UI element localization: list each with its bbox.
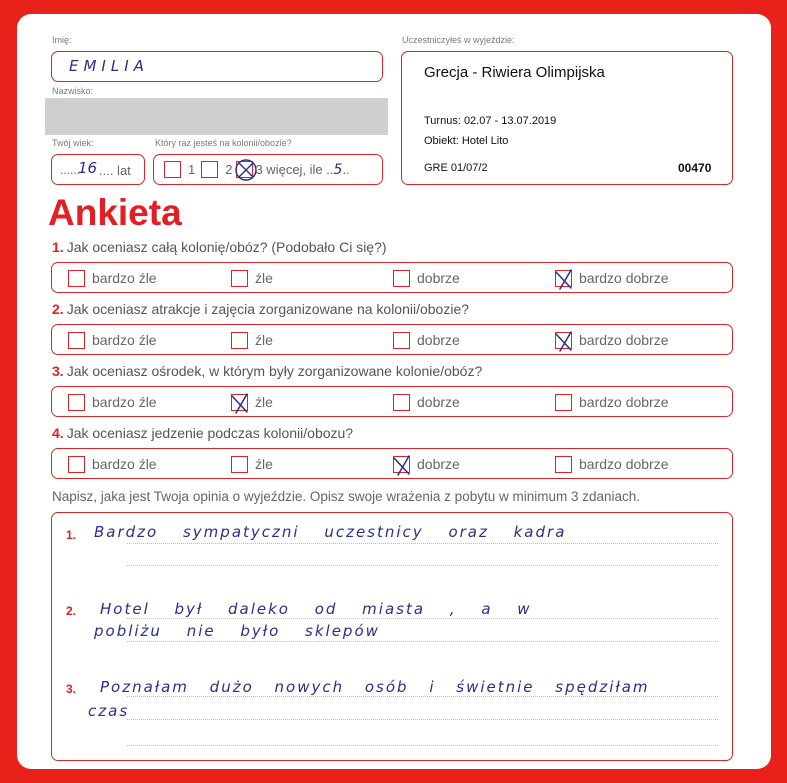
rating-label: bardzo dobrze — [579, 332, 669, 348]
rating-checkbox[interactable] — [393, 332, 410, 349]
rating-checkbox[interactable] — [555, 394, 572, 411]
trip-code: GRE 01/07/2 — [424, 162, 488, 174]
rating-option[interactable] — [555, 392, 669, 412]
rating-label: bardzo źle — [92, 456, 157, 472]
survey-sheet — [17, 14, 771, 769]
answer-3-line-2: czas — [88, 702, 130, 720]
question-number: 4. — [52, 425, 64, 441]
trip-obiekt: Obiekt: Hotel Lito — [424, 135, 509, 147]
rating-checkbox[interactable] — [393, 456, 410, 473]
rating-checkbox[interactable] — [231, 456, 248, 473]
answer-number-1: 1. — [66, 528, 77, 542]
rating-checkbox[interactable] — [555, 332, 572, 349]
times-option-1: 1 — [188, 162, 196, 177]
opinion-box[interactable] — [51, 512, 733, 761]
answer-number-2: 2. — [66, 604, 77, 618]
rating-label: dobrze — [417, 270, 460, 286]
rating-label: bardzo dobrze — [579, 456, 669, 472]
times-suffix: .. — [342, 162, 350, 177]
rating-option[interactable] — [68, 268, 157, 288]
question-number: 3. — [52, 363, 64, 379]
rating-option[interactable] — [393, 392, 460, 412]
rating-label: bardzo źle — [92, 332, 157, 348]
trip-number: 00470 — [678, 161, 712, 175]
rating-option[interactable] — [393, 454, 460, 474]
rating-label: źle — [255, 394, 273, 410]
question-text: Jak oceniasz całą kolonię/obóz? (Podobało Ci się?) — [66, 239, 387, 255]
rating-option[interactable] — [231, 268, 273, 288]
rating-option[interactable] — [231, 330, 273, 350]
rating-checkbox[interactable] — [231, 394, 248, 411]
question-1-label — [52, 239, 387, 255]
x-mark-icon — [553, 267, 575, 291]
rating-label: dobrze — [417, 394, 460, 410]
trip-info-box — [401, 51, 733, 185]
times-count: 5 — [333, 161, 343, 178]
question-2-options — [51, 324, 733, 355]
first-name-value: EMILIA — [69, 57, 149, 75]
opinion-prompt: Napisz, jaka jest Twoja opinia o wyjeździe. Opisz swoje wrażenia z pobytu w minimum 3 zdaniach. — [52, 489, 641, 504]
rating-checkbox[interactable] — [555, 456, 572, 473]
rating-option[interactable] — [231, 392, 273, 412]
rating-label: bardzo dobrze — [579, 394, 669, 410]
rating-option[interactable] — [68, 392, 157, 412]
question-2-label — [52, 301, 469, 317]
age-field[interactable] — [51, 154, 145, 185]
times-checkbox-1[interactable] — [164, 161, 181, 178]
rating-checkbox[interactable] — [68, 456, 85, 473]
trip-name: Grecja - Riwiera Olimpijska — [424, 64, 605, 81]
times-field — [153, 154, 383, 185]
rating-label: bardzo źle — [92, 270, 157, 286]
answer-number-3: 3. — [66, 682, 77, 696]
question-text: Jak oceniasz ośrodek, w którym były zorganizowane kolonie/obóz? — [66, 363, 483, 379]
question-3-label — [52, 363, 482, 379]
rating-checkbox[interactable] — [68, 270, 85, 287]
first-name-label: Imię: — [52, 35, 72, 45]
times-checkbox-3[interactable] — [236, 161, 253, 178]
x-mark-icon — [391, 453, 413, 477]
rating-option[interactable] — [393, 330, 460, 350]
age-suffix: .... lat — [99, 163, 131, 178]
times-label: Który raz jesteś na kolonii/obozie? — [155, 138, 292, 148]
rating-option[interactable] — [555, 454, 669, 474]
rating-option[interactable] — [68, 330, 157, 350]
rating-label: dobrze — [417, 456, 460, 472]
rating-label: bardzo źle — [92, 394, 157, 410]
rating-option[interactable] — [393, 268, 460, 288]
rating-checkbox[interactable] — [231, 332, 248, 349]
trip-turnus: Turnus: 02.07 - 13.07.2019 — [424, 115, 557, 127]
rating-checkbox[interactable] — [555, 270, 572, 287]
answer-3-line-1: Poznałam dużo nowych osób i świetnie spędziłam — [100, 678, 650, 696]
question-text: Jak oceniasz atrakcje i zajęcia zorganizowane na kolonii/obozie? — [66, 301, 470, 317]
question-1-options — [51, 262, 733, 293]
last-name-redacted — [45, 98, 388, 135]
rating-label: bardzo dobrze — [579, 270, 669, 286]
rating-option[interactable] — [231, 454, 273, 474]
rating-checkbox[interactable] — [68, 394, 85, 411]
rating-checkbox[interactable] — [393, 270, 410, 287]
first-name-field[interactable] — [51, 51, 383, 82]
participant-label: Uczestniczyłeś w wyjeździe: — [402, 35, 515, 45]
rating-label: dobrze — [417, 332, 460, 348]
answer-1-line-1: Bardzo sympatyczni uczestnicy oraz kadra — [94, 523, 567, 541]
rating-option[interactable] — [68, 454, 157, 474]
rating-option[interactable] — [555, 330, 669, 350]
age-prefix: ...... — [60, 163, 81, 177]
question-4-label — [52, 425, 353, 441]
survey-title: Ankieta — [48, 192, 182, 233]
rating-option[interactable] — [555, 268, 669, 288]
x-mark-icon — [553, 329, 575, 353]
times-checkbox-2[interactable] — [201, 161, 218, 178]
rating-label: źle — [255, 456, 273, 472]
answer-2-line-1: Hotel był daleko od miasta , a w — [100, 600, 532, 618]
age-label: Twój wiek: — [52, 138, 94, 148]
x-mark-icon — [229, 391, 251, 415]
question-3-options — [51, 386, 733, 417]
rating-checkbox[interactable] — [393, 394, 410, 411]
age-value: 16 — [78, 159, 98, 177]
question-text: Jak oceniasz jedzenie podczas kolonii/obozu? — [66, 425, 354, 441]
rating-checkbox[interactable] — [68, 332, 85, 349]
question-number: 1. — [52, 239, 64, 255]
answer-2-line-2: pobliżu nie było sklepów — [94, 622, 380, 640]
circled-x-mark-icon — [234, 158, 258, 182]
times-option-2: 2 — [225, 162, 233, 177]
last-name-label: Nazwisko: — [52, 86, 94, 96]
question-4-options — [51, 448, 733, 479]
rating-checkbox[interactable] — [231, 270, 248, 287]
times-option-3: 3 więcej, ile .. — [255, 162, 334, 177]
rating-label: źle — [255, 332, 273, 348]
question-number: 2. — [52, 301, 64, 317]
rating-label: źle — [255, 270, 273, 286]
